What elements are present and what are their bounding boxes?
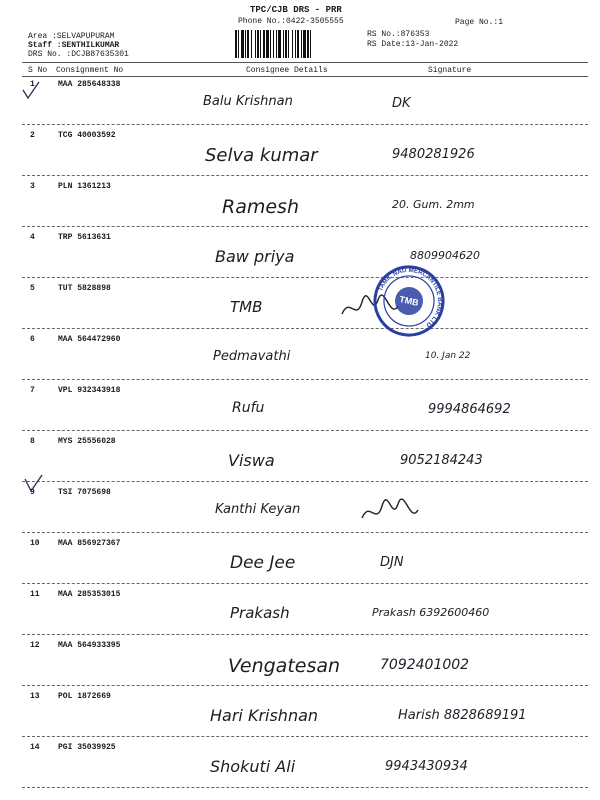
row-consignee-handwriting: Viswa bbox=[228, 451, 275, 470]
row-divider bbox=[22, 634, 588, 635]
row-consignment-number: VPL 932343918 bbox=[58, 386, 121, 395]
col-consignee: Consignee Details bbox=[246, 66, 328, 75]
row-divider bbox=[22, 277, 588, 278]
row-signature: Harish 8828689191 bbox=[398, 708, 527, 723]
row-consignee-handwriting: Pedmavathi bbox=[213, 349, 291, 364]
row-consignee-handwriting: Ramesh bbox=[222, 196, 299, 218]
row-serial-number: 13 bbox=[30, 692, 40, 701]
row-consignee-handwriting: Rufu bbox=[232, 400, 265, 416]
staff-label: Staff :SENTHILKUMAR bbox=[28, 41, 120, 50]
row-signature: 8809904620 bbox=[410, 249, 480, 262]
row-signature: 9943430934 bbox=[385, 759, 468, 774]
barcode-image bbox=[233, 30, 358, 58]
row-signature: 10. Jan 22 bbox=[425, 351, 471, 361]
row-divider bbox=[22, 124, 588, 125]
col-sno: S No bbox=[28, 66, 48, 75]
row-serial-number: 14 bbox=[30, 743, 40, 752]
signature-scribble bbox=[360, 498, 420, 528]
row-consignment-number: TCG 40003592 bbox=[58, 131, 116, 140]
row-consignee-handwriting: Balu Krishnan bbox=[203, 94, 293, 109]
page-number: Page No.:1 bbox=[455, 18, 504, 27]
row-consignee-handwriting: Selva kumar bbox=[205, 145, 318, 166]
area-label: Area :SELVAPUPURAM bbox=[28, 32, 115, 41]
row-consignee-handwriting: Hari Krishnan bbox=[210, 706, 319, 725]
row-divider bbox=[22, 532, 588, 533]
row-serial-number: 1 bbox=[30, 80, 35, 89]
row-divider bbox=[22, 583, 588, 584]
row-divider bbox=[22, 430, 588, 431]
row-consignment-number: MAA 285353015 bbox=[58, 590, 121, 599]
row-signature: 9052184243 bbox=[400, 453, 483, 468]
row-serial-number: 2 bbox=[30, 131, 35, 140]
row-consignee-handwriting: Shokuti Ali bbox=[210, 757, 296, 776]
check-mark-icon bbox=[22, 473, 46, 495]
row-consignment-number: MAA 564933395 bbox=[58, 641, 121, 650]
row-divider bbox=[22, 175, 588, 176]
check-mark-icon bbox=[20, 80, 42, 102]
row-consignment-number: PLN 1361213 bbox=[58, 182, 111, 191]
row-divider bbox=[22, 379, 588, 380]
row-consignment-number: MAA 856927367 bbox=[58, 539, 121, 548]
col-consignment: Consignment No bbox=[56, 66, 124, 75]
col-signature: Signature bbox=[428, 66, 472, 75]
row-serial-number: 9 bbox=[30, 488, 35, 497]
row-consignee-handwriting: Prakash bbox=[230, 604, 290, 622]
row-divider bbox=[22, 481, 588, 482]
row-consignment-number: TRP 5613631 bbox=[58, 233, 111, 242]
row-consignment-number: PGI 35039925 bbox=[58, 743, 116, 752]
row-serial-number: 11 bbox=[30, 590, 40, 599]
row-serial-number: 4 bbox=[30, 233, 35, 242]
row-consignee-handwriting: Baw priya bbox=[215, 247, 295, 266]
row-consignee-handwriting: Dee Jee bbox=[230, 553, 296, 573]
row-consignee-handwriting: TMB bbox=[230, 298, 263, 316]
row-serial-number: 6 bbox=[30, 335, 35, 344]
row-consignee-handwriting: Vengatesan bbox=[228, 655, 341, 677]
rs-date: RS Date:13-Jan-2022 bbox=[367, 40, 459, 49]
row-signature: 20. Gum. 2mm bbox=[392, 198, 475, 211]
report-title: TPC/CJB DRS - PRR bbox=[250, 5, 342, 15]
row-serial-number: 3 bbox=[30, 182, 35, 191]
row-serial-number: 12 bbox=[30, 641, 40, 650]
header-rule-bottom bbox=[22, 76, 588, 77]
row-divider bbox=[22, 736, 588, 737]
svg-text:TMB: TMB bbox=[398, 294, 420, 308]
row-consignee-handwriting: Kanthi Keyan bbox=[215, 502, 301, 517]
row-consignment-number: MAA 564472960 bbox=[58, 335, 121, 344]
row-consignment-number: TSI 7075698 bbox=[58, 488, 111, 497]
drs-number: DRS No. :DCJB87635301 bbox=[28, 50, 129, 59]
row-consignment-number: MAA 285648338 bbox=[58, 80, 121, 89]
row-divider bbox=[22, 787, 588, 788]
row-serial-number: 5 bbox=[30, 284, 35, 293]
row-divider bbox=[22, 685, 588, 686]
row-consignment-number: POL 1872669 bbox=[58, 692, 111, 701]
row-signature: 9994864692 bbox=[428, 402, 511, 417]
rs-number: RS No.:876353 bbox=[367, 30, 430, 39]
row-consignment-number: TUT 5828898 bbox=[58, 284, 111, 293]
svg-text:TAMIL NAD MERCANTILE BANK LTD: TAMIL NAD MERCANTILE BANK LTD bbox=[376, 266, 444, 329]
row-signature: Prakash 6392600460 bbox=[372, 606, 490, 619]
row-signature: 9480281926 bbox=[392, 147, 475, 162]
row-signature: DJN bbox=[380, 555, 404, 570]
row-signature: DK bbox=[392, 96, 411, 111]
header-rule-top bbox=[22, 62, 588, 63]
row-serial-number: 8 bbox=[30, 437, 35, 446]
phone-number: Phone No.:0422-3505555 bbox=[238, 17, 344, 26]
row-signature: 7092401002 bbox=[380, 657, 470, 673]
row-serial-number: 10 bbox=[30, 539, 40, 548]
row-consignment-number: MYS 25556028 bbox=[58, 437, 116, 446]
bank-stamp-seal bbox=[372, 264, 446, 338]
row-divider bbox=[22, 328, 588, 329]
row-divider bbox=[22, 226, 588, 227]
row-serial-number: 7 bbox=[30, 386, 35, 395]
